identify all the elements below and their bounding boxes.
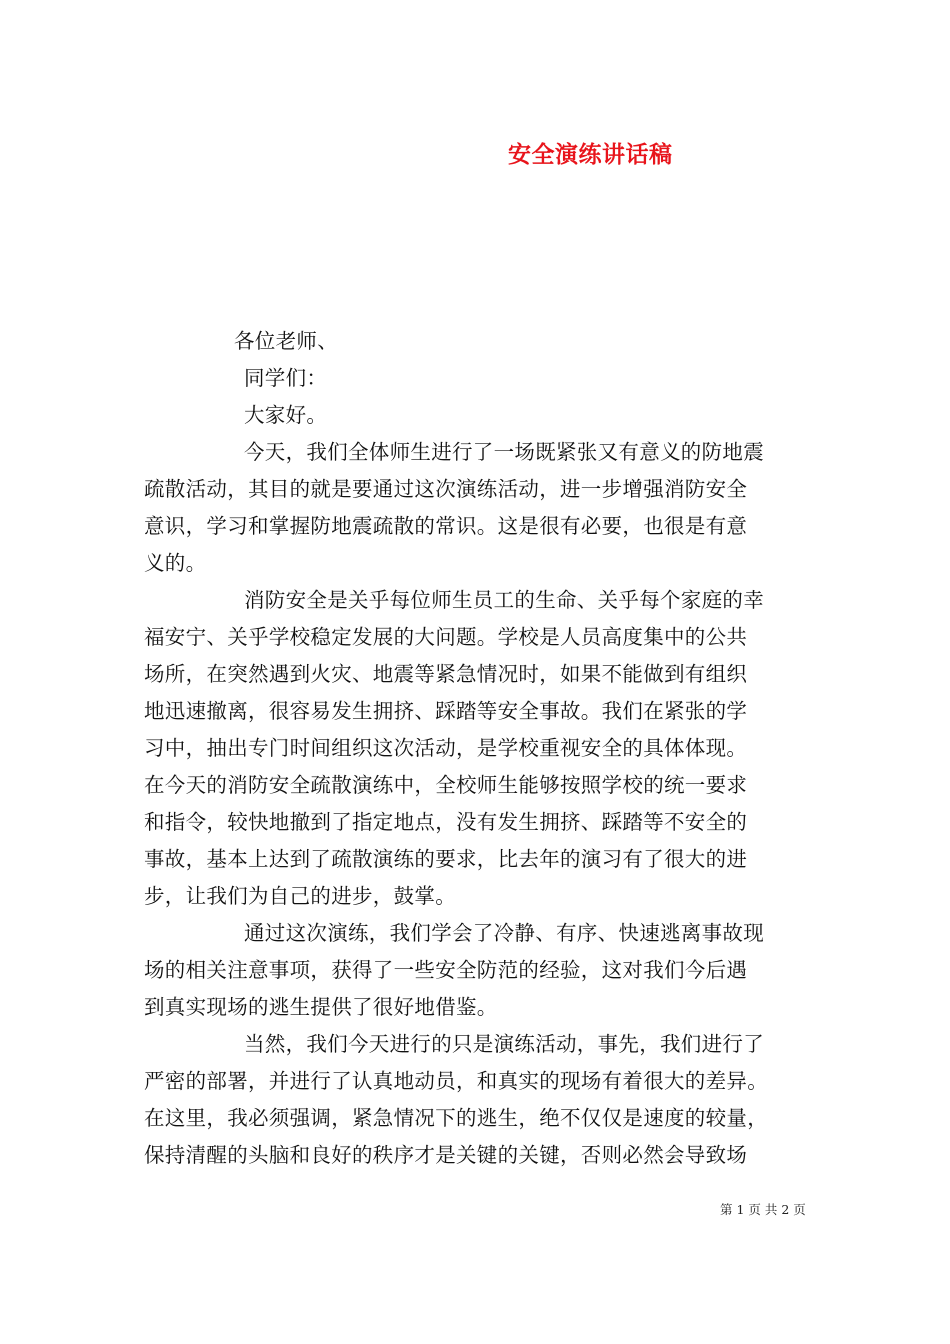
text-line: 步，让我们为自己的进步，鼓掌。 (144, 884, 456, 908)
text-line: 和指令，较快地撤到了指定地点，没有发生拥挤、踩踏等不安全的 (144, 810, 748, 834)
text-line: 保持清醒的头脑和良好的秩序才是关键的关键，否则必然会导致场 (144, 1143, 748, 1167)
text-line: 通过这次演练，我们学会了冷静、有序、快速逃离事故现 (244, 921, 764, 945)
text-line: 义的。 (144, 551, 207, 575)
text-line: 消防安全是关乎每位师生员工的生命、关乎每个家庭的幸 (244, 588, 764, 612)
page-number: 第 1 页 共 2 页 (720, 1202, 806, 1217)
text-line: 场所，在突然遇到火灾、地震等紧急情况时，如果不能做到有组织 (144, 662, 748, 686)
text-line: 意识，学习和掌握防地震疏散的常识。这是很有必要，也很是有意 (144, 514, 748, 538)
text-line: 当然，我们今天进行的只是演练活动，事先，我们进行了 (244, 1032, 764, 1056)
text-line: 各位老师、 (234, 329, 338, 353)
text-line: 疏散活动，其目的就是要通过这次演练活动，进一步增强消防安全 (144, 477, 748, 501)
text-line: 同学们： (244, 366, 328, 390)
text-line: 事故，基本上达到了疏散演练的要求，比去年的演习有了很大的进 (144, 847, 748, 871)
text-line: 在今天的消防安全疏散演练中，全校师生能够按照学校的统一要求 (144, 773, 748, 797)
text-line: 习中，抽出专门时间组织这次活动，是学校重视安全的具体体现。 (144, 736, 748, 760)
text-line: 福安宁、关乎学校稳定发展的大问题。学校是人员高度集中的公共 (144, 625, 748, 649)
text-line: 严密的部署，并进行了认真地动员，和真实的现场有着很大的差异。 (144, 1069, 768, 1093)
text-line: 在这里，我必须强调，紧急情况下的逃生，绝不仅仅是速度的较量， (144, 1106, 768, 1130)
document-title: 安全演练讲话稿 (508, 142, 673, 168)
text-line: 今天，我们全体师生进行了一场既紧张又有意义的防地震 (244, 440, 764, 464)
text-line: 场的相关注意事项，获得了一些安全防范的经验，这对我们今后遇 (144, 958, 748, 982)
text-line: 大家好。 (244, 403, 328, 427)
text-line: 地迅速撤离，很容易发生拥挤、踩踏等安全事故。我们在紧张的学 (144, 699, 748, 723)
text-line: 到真实现场的逃生提供了很好地借鉴。 (144, 995, 498, 1019)
